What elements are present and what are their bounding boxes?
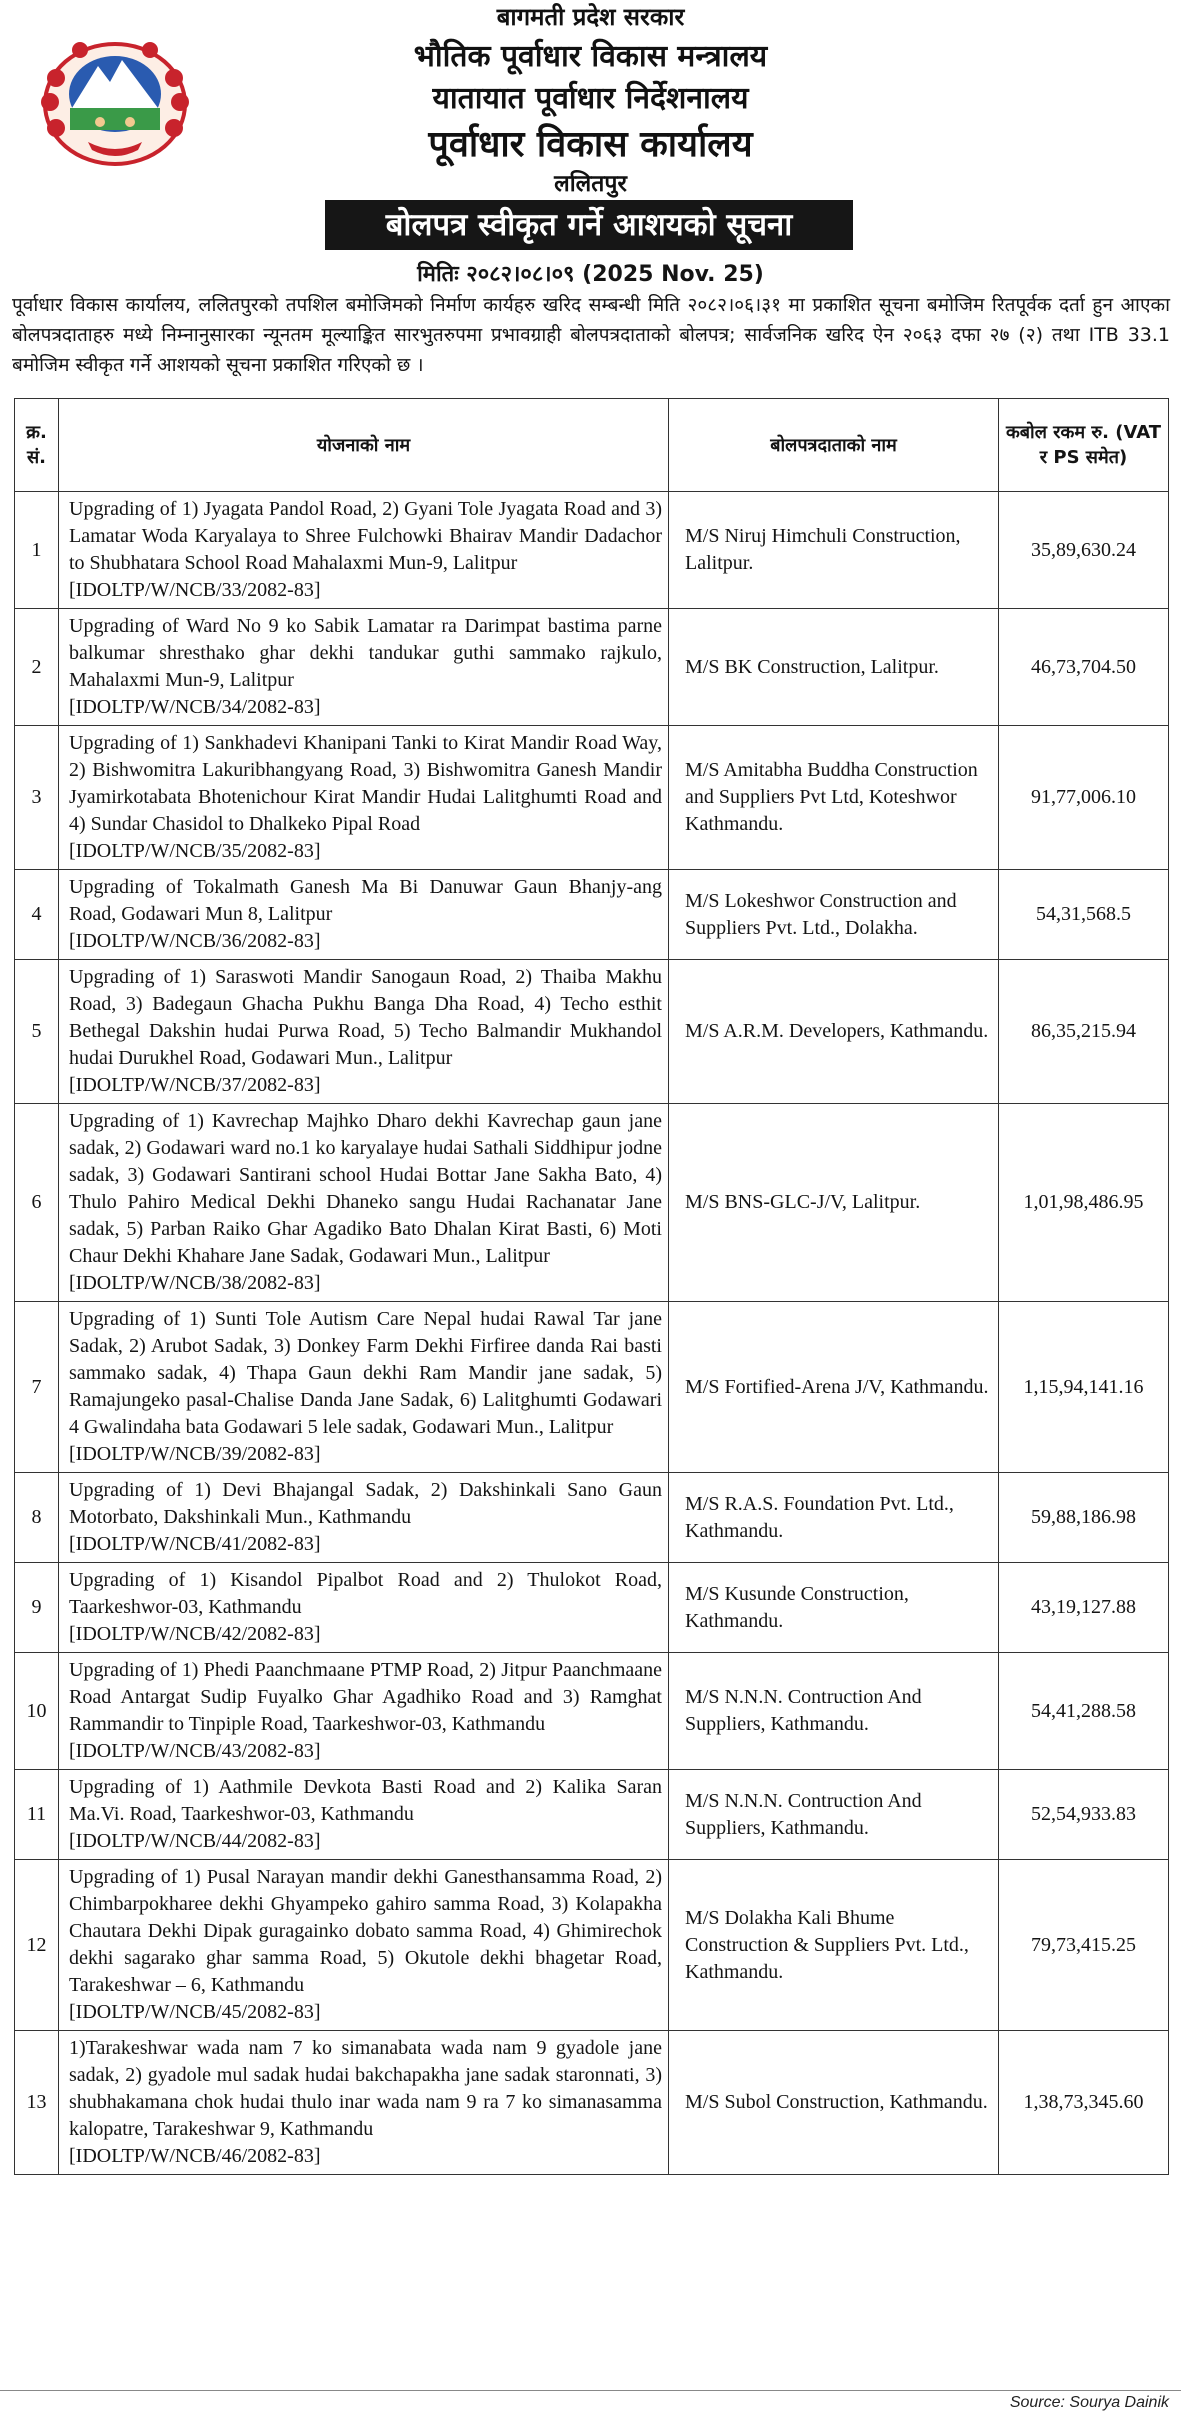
row-amount: 79,73,415.25	[999, 1860, 1169, 2031]
table-row	[15, 2031, 1169, 2175]
row-project-name: Upgrading of 1) Phedi Paanchmaane PTMP Road, 2) Jitpur Paanchmaane Road Antargat Sudip Fuyalko Ghar Agadhiko Road and 3) Ramghat Rammandir to Tinpiple Road, Taarkeshwor-03, Kathmandu	[69, 1659, 662, 1735]
row-project-cell	[59, 726, 669, 870]
row-contract-code: [IDOLTP/W/NCB/42/2082-83]	[69, 1623, 321, 1645]
table-row	[15, 1104, 1169, 1302]
header-province: बागमती प्रदेश सरकार	[496, 3, 685, 31]
row-contract-code: [IDOLTP/W/NCB/35/2082-83]	[69, 840, 321, 862]
table-row	[15, 492, 1169, 609]
row-project-name: Upgrading of 1) Devi Bhajangal Sadak, 2) Dakshinkali Sano Gaun Motorbato, Dakshinkali Mun., Kathmandu	[69, 1479, 662, 1528]
row-project-name: Upgrading of Ward No 9 ko Sabik Lamatar ra Darimpat bastima parne balkumar shresthako ghar dekhi tandukar guthi sammako rajkulo, Mahalaxmi Mun-9, Lalitpur	[69, 615, 662, 691]
row-project-name: Upgrading of Tokalmath Ganesh Ma Bi Danuwar Gaun Bhanjy-ang Road, Godawari Mun 8, Lalitpur	[69, 876, 662, 925]
row-amount: 35,89,630.24	[999, 492, 1169, 609]
table-row	[15, 609, 1169, 726]
header-directorate: यातायात पूर्वाधार निर्देशनालय	[432, 81, 749, 116]
row-sn: 9	[15, 1563, 59, 1653]
header-location: ललितपुर	[554, 171, 627, 197]
row-bidder: M/S Amitabha Buddha Construction and Suppliers Pvt Ltd, Koteshwor Kathmandu.	[669, 726, 999, 870]
row-sn: 2	[15, 609, 59, 726]
row-bidder: M/S Kusunde Construction, Kathmandu.	[669, 1563, 999, 1653]
col-header-amount: कबोल रकम रु. (VAT र PS समेत)	[999, 399, 1169, 492]
row-project-cell	[59, 870, 669, 960]
row-contract-code: [IDOLTP/W/NCB/39/2082-83]	[69, 1443, 321, 1465]
row-contract-code: [IDOLTP/W/NCB/46/2082-83]	[69, 2145, 321, 2167]
row-amount: 59,88,186.98	[999, 1473, 1169, 1563]
row-project-name: Upgrading of 1) Kisandol Pipalbot Road and 2) Thulokot Road, Taarkeshwor-03, Kathmandu	[69, 1569, 662, 1618]
row-bidder: M/S BK Construction, Lalitpur.	[669, 609, 999, 726]
table-row	[15, 1302, 1169, 1473]
row-project-cell	[59, 1473, 669, 1563]
row-project-name: Upgrading of 1) Pusal Narayan mandir dekhi Ganesthansamma Road, 2) Chimbarpokharee dekhi Ghyampeko gahiro samma Road, 3) Kolapakha Chautara Dekhi Dipak guragainko dobato samma Road, 4) Ghimirechok dekhi sagarako ghar samma Road, 5) Okutole dekhi bhagetar Road, Tarakeshwar – 6, Kathmandu	[69, 1866, 662, 1996]
row-contract-code: [IDOLTP/W/NCB/41/2082-83]	[69, 1533, 321, 1555]
row-project-name: Upgrading of 1) Sunti Tole Autism Care Nepal hudai Rawal Tar jane Sadak, 2) Arubot Sadak, 3) Donkey Farm Dekhi Firfiree danda Rai basti sammako sadak, 4) Thapa Gaun dekhi Ram Mandir jane sadak, 5) Ramajungeko pasal-Chalise Danda Jane Sadak, 6) Lalitghumti Godawari 4 Gwalindaha bata Godawari 5 lele sadak, Godawari Mun., Lalitpur	[69, 1308, 662, 1438]
table-row	[15, 1473, 1169, 1563]
row-contract-code: [IDOLTP/W/NCB/33/2082-83]	[69, 579, 321, 601]
row-project-cell	[59, 2031, 669, 2175]
row-project-cell	[59, 1104, 669, 1302]
row-bidder: M/S A.R.M. Developers, Kathmandu.	[669, 960, 999, 1104]
row-sn: 10	[15, 1653, 59, 1770]
table-row	[15, 1653, 1169, 1770]
row-amount: 43,19,127.88	[999, 1563, 1169, 1653]
header-ministry: भौतिक पूर्वाधार विकास मन्त्रालय	[413, 39, 768, 74]
header-office: पूर्वाधार विकास कार्यालय	[428, 124, 753, 165]
row-project-name: Upgrading of 1) Saraswoti Mandir Sanogaun Road, 2) Thaiba Makhu Road, 3) Badegaun Ghacha Pukhu Banga Dha Road, 4) Techo esthit Bethegal Dakshin hudai Purwa Road, 5) Techo Balmandir Mukhandol hudai Durukhel Road, Godawari Mun., Lalitpur	[69, 966, 662, 1069]
row-amount: 54,41,288.58	[999, 1653, 1169, 1770]
footer-divider	[0, 2390, 1181, 2391]
row-project-name: Upgrading of 1) Jyagata Pandol Road, 2) Gyani Tole Jyagata Road and 3) Lamatar Woda Karyalaya to Shree Fulchowki Bhairav Mandir Dadachor to Shubhatara School Road Mahalaxmi Mun-9, Lalitpur	[69, 498, 662, 574]
col-header-sn: क्र. सं.	[15, 399, 59, 492]
intro-paragraph: पूर्वाधार विकास कार्यालय, ललितपुरको तपशिल बमोजिमको निर्माण कार्यहरु खरिद सम्बन्धी मिति २०८२।०६।३१ मा प्रकाशित सूचना बमोजिम रितपूर्वक दर्ता हुन आएका बोलपत्रदाताहरु मध्ये निम्नानुसारका न्यूनतम मूल्याङ्कित सारभुतरुपमा प्रभावग्राही बोलपत्रदाताको बोलपत्र; सार्वजनिक खरिद ऐन २०६३ दफा २७ (२) तथा ITB 33.1 बमोजिम स्वीकृत गर्ने आशयको सूचना प्रकाशित गरिएको छ ।	[12, 294, 1170, 376]
row-amount: 1,38,73,345.60	[999, 2031, 1169, 2175]
row-project-cell	[59, 1770, 669, 1860]
row-bidder: M/S N.N.N. Contruction And Suppliers, Kathmandu.	[669, 1770, 999, 1860]
table-row	[15, 726, 1169, 870]
row-project-name: Upgrading of 1) Sankhadevi Khanipani Tanki to Kirat Mandir Road Way, 2) Bishwomitra Lakuribhangyang Road, 3) Bishwomitra Ganesh Mandir Jyamirkotabata Bhotenichour Kirat Mandir Hudai Lalitghumti Road and 4) Sundar Chasidol to Dhalkeko Pipal Road	[69, 732, 662, 835]
row-amount: 54,31,568.5	[999, 870, 1169, 960]
table-row	[15, 1860, 1169, 2031]
row-project-name: Upgrading of 1) Kavrechap Majhko Dharo dekhi Kavrechap gaun jane sadak, 2) Godawari ward no.1 ko karyalaye hudai Sathali Siddhipur jodne sadak, 3) Godawari Santirani school Hudai Bottar Jane Sakha Bato, 4) Thulo Pahiro Medical Dekhi Dhaneko sangu Hudai Rachanatar Jane sadak, 5) Parban Raiko Ghar Agadiko Bato Dhalan Kirat Basti, 6) Moti Chaur Dekhi Khahare Jane Sadak, Godawari Mun., Lalitpur	[69, 1110, 662, 1267]
table-row	[15, 1770, 1169, 1860]
table-row	[15, 960, 1169, 1104]
row-project-name: 1)Tarakeshwar wada nam 7 ko simanabata wada nam 9 gyadole jane sadak, 2) gyadole mul sadak hudai bakchapakha jane sadak staronnati, 3) shubhakamana chok hudai thulo inar wada nam 9 ra 7 ko simanasamma kalopatre, Tarakeshwar 9, Kathmandu	[69, 2037, 662, 2140]
row-sn: 5	[15, 960, 59, 1104]
award-table	[14, 398, 1169, 2175]
source-credit: Source: Sourya Dainik	[1009, 2394, 1169, 2411]
row-bidder: M/S N.N.N. Contruction And Suppliers, Kathmandu.	[669, 1653, 999, 1770]
row-bidder: M/S BNS-GLC-J/V, Lalitpur.	[669, 1104, 999, 1302]
row-project-cell	[59, 492, 669, 609]
row-project-cell	[59, 1653, 669, 1770]
row-bidder: M/S Subol Construction, Kathmandu.	[669, 2031, 999, 2175]
row-amount: 46,73,704.50	[999, 609, 1169, 726]
row-contract-code: [IDOLTP/W/NCB/44/2082-83]	[69, 1830, 321, 1852]
row-contract-code: [IDOLTP/W/NCB/45/2082-83]	[69, 2001, 321, 2023]
row-contract-code: [IDOLTP/W/NCB/43/2082-83]	[69, 1740, 321, 1762]
row-sn: 7	[15, 1302, 59, 1473]
col-header-project: योजनाको नाम	[59, 399, 669, 492]
row-project-name: Upgrading of 1) Aathmile Devkota Basti Road and 2) Kalika Saran Ma.Vi. Road, Taarkeshwor-03, Kathmandu	[69, 1776, 662, 1825]
row-sn: 12	[15, 1860, 59, 2031]
row-sn: 8	[15, 1473, 59, 1563]
row-sn: 4	[15, 870, 59, 960]
row-amount: 1,15,94,141.16	[999, 1302, 1169, 1473]
row-bidder: M/S Lokeshwor Construction and Suppliers Pvt. Ltd., Dolakha.	[669, 870, 999, 960]
notice-title: बोलपत्र स्वीकृत गर्ने आशयको सूचना	[325, 200, 853, 250]
row-sn: 11	[15, 1770, 59, 1860]
table-row	[15, 1563, 1169, 1653]
row-contract-code: [IDOLTP/W/NCB/34/2082-83]	[69, 696, 321, 718]
row-project-cell	[59, 1860, 669, 2031]
col-header-bidder: बोलपत्रदाताको नाम	[669, 399, 999, 492]
table-row	[15, 870, 1169, 960]
row-project-cell	[59, 609, 669, 726]
row-sn: 1	[15, 492, 59, 609]
table-header-row	[15, 399, 1169, 492]
row-contract-code: [IDOLTP/W/NCB/38/2082-83]	[69, 1272, 321, 1294]
row-bidder: M/S Dolakha Kali Bhume Construction & Suppliers Pvt. Ltd., Kathmandu.	[669, 1860, 999, 2031]
row-project-cell	[59, 960, 669, 1104]
notice-date: मितिः २०८२।०८।०९ (2025 Nov. 25)	[417, 262, 764, 287]
row-sn: 6	[15, 1104, 59, 1302]
row-project-cell	[59, 1302, 669, 1473]
row-sn: 3	[15, 726, 59, 870]
row-amount: 91,77,006.10	[999, 726, 1169, 870]
row-bidder: M/S R.A.S. Foundation Pvt. Ltd., Kathmandu.	[669, 1473, 999, 1563]
row-sn: 13	[15, 2031, 59, 2175]
row-bidder: M/S Fortified-Arena J/V, Kathmandu.	[669, 1302, 999, 1473]
row-amount: 86,35,215.94	[999, 960, 1169, 1104]
row-contract-code: [IDOLTP/W/NCB/36/2082-83]	[69, 930, 321, 952]
row-contract-code: [IDOLTP/W/NCB/37/2082-83]	[69, 1074, 321, 1096]
row-project-cell	[59, 1563, 669, 1653]
row-amount: 1,01,98,486.95	[999, 1104, 1169, 1302]
row-amount: 52,54,933.83	[999, 1770, 1169, 1860]
row-bidder: M/S Niruj Himchuli Construction, Lalitpur.	[669, 492, 999, 609]
